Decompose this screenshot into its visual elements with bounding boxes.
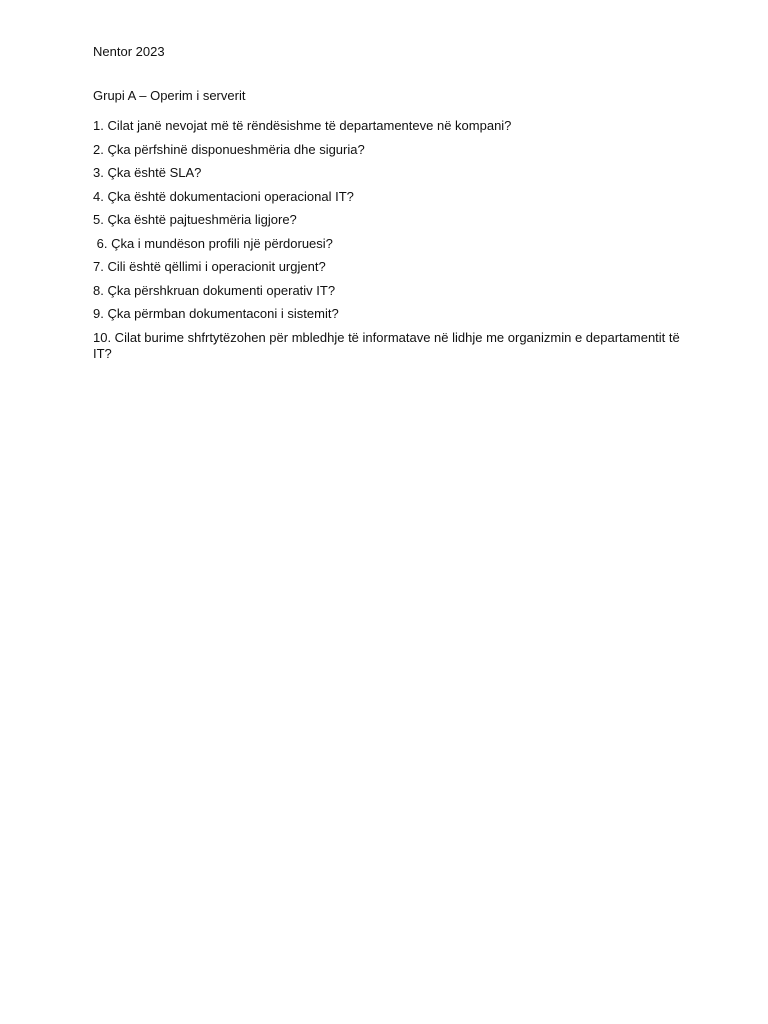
question-item: 2. Çka përfshinë disponueshmëria dhe siguria? (93, 141, 365, 157)
group-title: Grupi A – Operim i serverit (93, 88, 246, 103)
question-item: 5. Çka është pajtueshmëria ligjore? (93, 212, 297, 227)
question-item: 10. Cilat burime shfrtytëzohen për mbledhje të informatave në lidhje me organizmin e departamentit të IT? (93, 329, 680, 361)
question-item: 8. Çka përshkruan dokumenti operativ IT? (93, 282, 336, 298)
question-item: 4. Çka është dokumentacioni operacional IT? (93, 188, 354, 204)
question-item: 9. Çka përmban dokumentaconi i sistemit? (93, 306, 339, 321)
document-date: Nentor 2023 (93, 44, 165, 59)
question-item: 6. Çka i mundëson profili një përdoruesi? (93, 235, 333, 251)
question-item: 7. Cili është qëllimi i operacionit urgjent? (93, 259, 326, 274)
question-item: 1. Cilat janë nevojat më të rëndësishme të departamenteve në kompani? (93, 118, 512, 133)
question-list (93, 118, 693, 369)
question-item: 3. Çka është SLA? (93, 165, 202, 180)
